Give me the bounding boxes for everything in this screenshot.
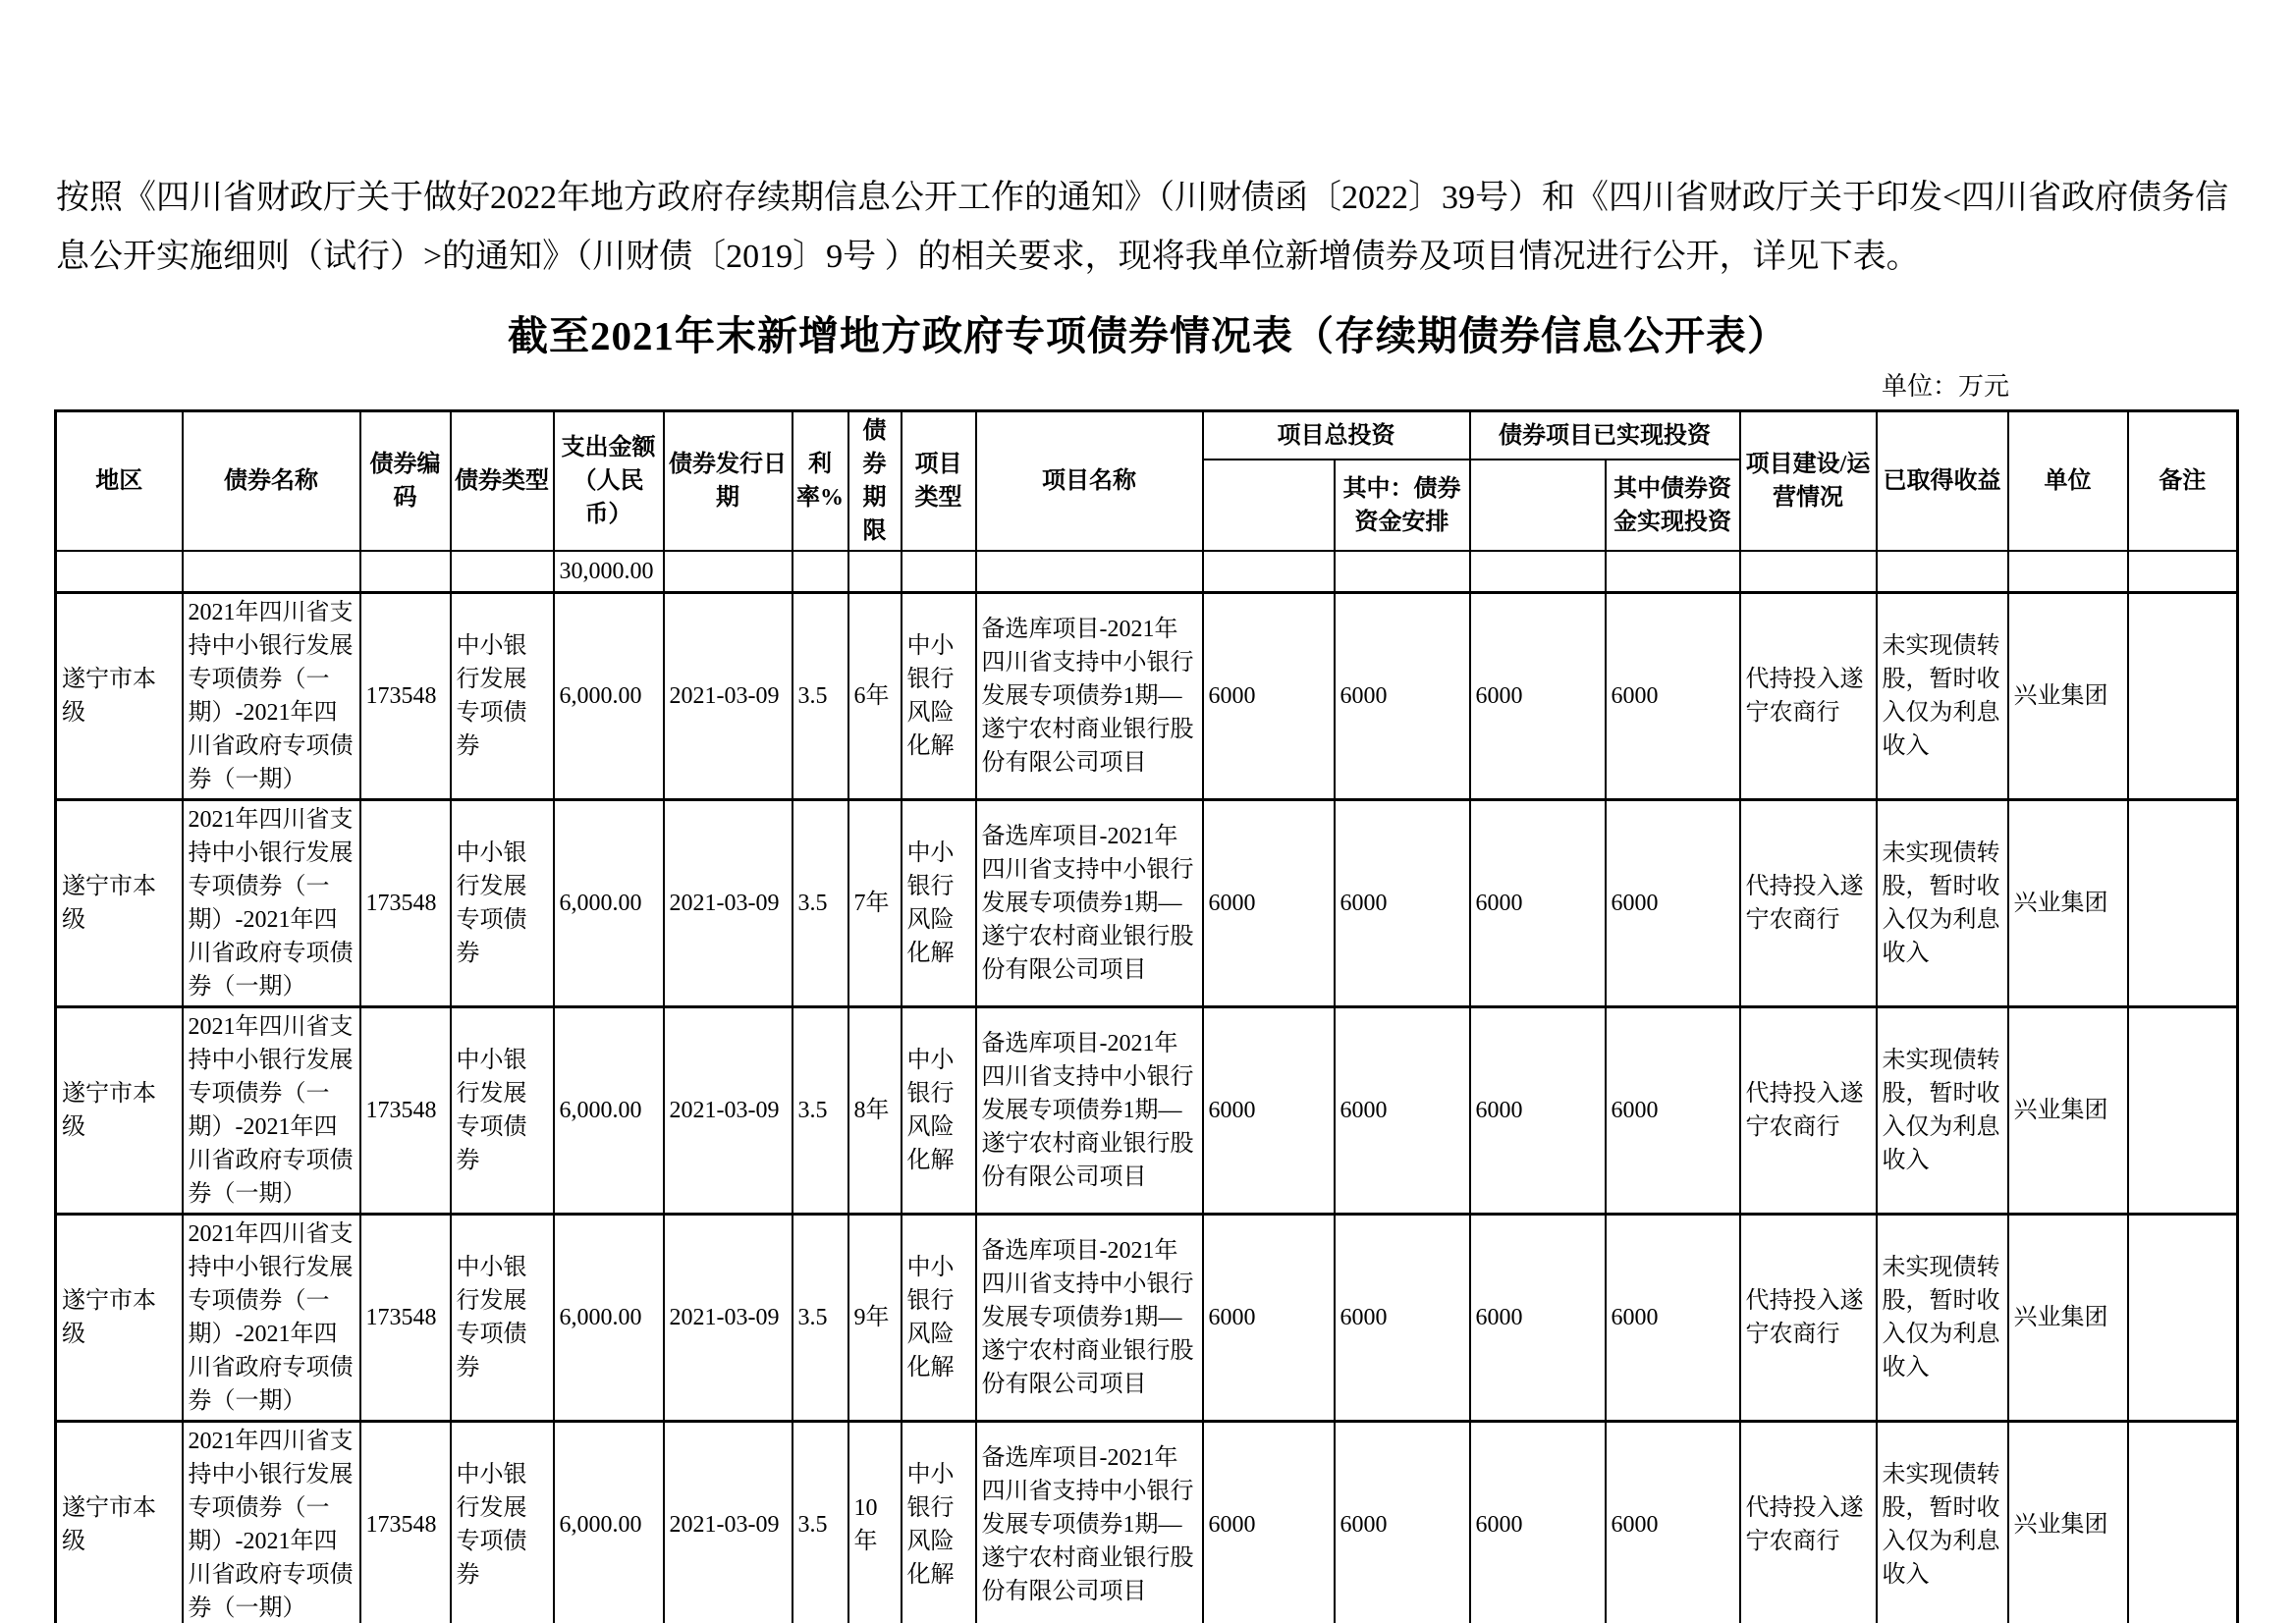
- cell-realized-investment-bond: 6000: [1606, 1421, 1740, 1623]
- cell-realized-investment-bond: 6000: [1606, 1214, 1740, 1421]
- cell-issue-date: 2021-03-09: [664, 1214, 793, 1421]
- unit-note: 单位：万元: [1881, 372, 2009, 401]
- page-title: 截至2021年末新增地方政府专项债券情况表（存续期债券信息公开表）: [508, 313, 1788, 358]
- cell-unit: 兴业集团: [2008, 1006, 2128, 1214]
- cell-bond-name: 2021年四川省支持中小银行发展专项债券（一期）-2021年四川省政府专项债券（一期）: [183, 1421, 360, 1623]
- header-income: 已取得收益: [1877, 411, 2008, 552]
- cell-remarks: [2128, 1421, 2238, 1623]
- cell-bond-name: [183, 551, 360, 592]
- cell-bond-name: 2021年四川省支持中小银行发展专项债券（一期）-2021年四川省政府专项债券（一期）: [183, 1214, 360, 1421]
- cell-construction-status: 代持投入遂宁农商行: [1740, 592, 1877, 799]
- cell-remarks: [2128, 551, 2238, 592]
- cell-realized-investment: [1470, 551, 1606, 592]
- cell-unit: 兴业集团: [2008, 592, 2128, 799]
- cell-region: 遂宁市本级: [56, 1006, 183, 1214]
- bond-row-2: [56, 799, 2238, 1006]
- cell-total-investment: [1203, 551, 1335, 592]
- cell-project-type: 中小银行风险化解: [902, 592, 976, 799]
- header-expenditure: 支出金额（人民币）: [554, 411, 664, 552]
- cell-bond-code: [360, 551, 451, 592]
- cell-total-investment-bond: 6000: [1335, 1214, 1470, 1421]
- cell-bond-name: 2021年四川省支持中小银行发展专项债券（一期）-2021年四川省政府专项债券（一期）: [183, 592, 360, 799]
- cell-income: 未实现债转股，暂时收入仅为利息收入: [1877, 799, 2008, 1006]
- bond-row-5: [56, 1421, 2238, 1623]
- cell-total-investment: 6000: [1203, 1214, 1335, 1421]
- cell-bond-type: 中小银行发展专项债券: [451, 1421, 554, 1623]
- cell-interest-rate: 3.5: [793, 1006, 848, 1214]
- cell-construction-status: 代持投入遂宁农商行: [1740, 1006, 1877, 1214]
- cell-remarks: [2128, 592, 2238, 799]
- cell-interest-rate: 3.5: [793, 1421, 848, 1623]
- bond-row-4: [56, 1214, 2238, 1421]
- cell-interest-rate: 3.5: [793, 592, 848, 799]
- cell-issue-date: 2021-03-09: [664, 1421, 793, 1623]
- cell-unit: 兴业集团: [2008, 1421, 2128, 1623]
- cell-interest-rate: [793, 551, 848, 592]
- cell-bond-code: 173548: [360, 592, 451, 799]
- cell-project-type: [902, 551, 976, 592]
- cell-remarks: [2128, 1214, 2238, 1421]
- cell-project-type: 中小银行风险化解: [902, 1214, 976, 1421]
- cell-realized-investment: 6000: [1470, 799, 1606, 1006]
- cell-expenditure: 6,000.00: [554, 1006, 664, 1214]
- cell-realized-investment: 6000: [1470, 1421, 1606, 1623]
- cell-interest-rate: 3.5: [793, 1214, 848, 1421]
- cell-bond-code: 173548: [360, 1214, 451, 1421]
- table-header-row-1: [56, 411, 2238, 460]
- header-bond-type: 债券类型: [451, 411, 554, 552]
- cell-bond-term: 9年: [848, 1214, 902, 1421]
- cell-bond-name: 2021年四川省支持中小银行发展专项债券（一期）-2021年四川省政府专项债券（一期）: [183, 799, 360, 1006]
- header-realized-investment-sub-blank: [1470, 460, 1606, 551]
- header-bond-name: 债券名称: [183, 411, 360, 552]
- header-realized-investment: 债券项目已实现投资: [1470, 411, 1740, 460]
- cell-project-name: 备选库项目-2021年四川省支持中小银行发展专项债券1期—遂宁农村商业银行股份有限公司项目: [976, 1006, 1203, 1214]
- cell-bond-code: 173548: [360, 799, 451, 1006]
- cell-realized-investment-bond: 6000: [1606, 799, 1740, 1006]
- cell-project-name: 备选库项目-2021年四川省支持中小银行发展专项债券1期—遂宁农村商业银行股份有限公司项目: [976, 1214, 1203, 1421]
- cell-expenditure: 6,000.00: [554, 592, 664, 799]
- cell-realized-investment: 6000: [1470, 592, 1606, 799]
- header-issue-date: 债券发行日期: [664, 411, 793, 552]
- cell-region: 遂宁市本级: [56, 799, 183, 1006]
- cell-project-name: 备选库项目-2021年四川省支持中小银行发展专项债券1期—遂宁农村商业银行股份有限公司项目: [976, 592, 1203, 799]
- header-bond-code: 债券编码: [360, 411, 451, 552]
- cell-project-name: 备选库项目-2021年四川省支持中小银行发展专项债券1期—遂宁农村商业银行股份有限公司项目: [976, 799, 1203, 1006]
- cell-bond-code: 173548: [360, 1006, 451, 1214]
- cell-bond-term: 6年: [848, 592, 902, 799]
- header-interest-rate: 利率%: [793, 411, 848, 552]
- cell-unit: [2008, 551, 2128, 592]
- cell-construction-status: 代持投入遂宁农商行: [1740, 1421, 1877, 1623]
- cell-construction-status: [1740, 551, 1877, 592]
- cell-construction-status: 代持投入遂宁农商行: [1740, 1214, 1877, 1421]
- cell-bond-term: 10年: [848, 1421, 902, 1623]
- cell-bond-term: 7年: [848, 799, 902, 1006]
- cell-issue-date: [664, 551, 793, 592]
- cell-total-investment-bond: [1335, 551, 1470, 592]
- cell-total-investment-bond: 6000: [1335, 1421, 1470, 1623]
- header-total-investment-bond: 其中：债券资金安排: [1335, 460, 1470, 551]
- cell-expenditure: 6,000.00: [554, 1214, 664, 1421]
- cell-income: [1877, 551, 2008, 592]
- cell-total-investment: 6000: [1203, 799, 1335, 1006]
- cell-remarks: [2128, 799, 2238, 1006]
- cell-realized-investment: 6000: [1470, 1214, 1606, 1421]
- cell-bond-name: 2021年四川省支持中小银行发展专项债券（一期）-2021年四川省政府专项债券（一期）: [183, 1006, 360, 1214]
- cell-bond-term: [848, 551, 902, 592]
- summary-row: [56, 551, 2238, 592]
- cell-realized-investment: 6000: [1470, 1006, 1606, 1214]
- cell-total-investment-bond: 6000: [1335, 1006, 1470, 1214]
- cell-unit: 兴业集团: [2008, 1214, 2128, 1421]
- cell-bond-type: [451, 551, 554, 592]
- intro-paragraph: 按照《四川省财政厅关于做好2022年地方政府存续期信息公开工作的通知》（川财债函〔2022〕39号）和《四川省财政厅关于印发<四川省政府债务信息公开实施细则（试行）>的通知》（川财债〔2019〕9号 ）的相关要求，现将我单位新增债券及项目情况进行公开，详见下表。: [56, 180, 2229, 275]
- cell-total-investment: 6000: [1203, 1006, 1335, 1214]
- cell-project-type: 中小银行风险化解: [902, 799, 976, 1006]
- cell-income: 未实现债转股，暂时收入仅为利息收入: [1877, 1421, 2008, 1623]
- header-bond-term: 债券期限: [848, 411, 902, 552]
- cell-bond-type: 中小银行发展专项债券: [451, 799, 554, 1006]
- cell-total-investment-bond: 6000: [1335, 592, 1470, 799]
- cell-remarks: [2128, 1006, 2238, 1214]
- cell-region: [56, 551, 183, 592]
- bonds-table: [54, 409, 2239, 1623]
- header-project-name: 项目名称: [976, 411, 1203, 552]
- cell-bond-term: 8年: [848, 1006, 902, 1214]
- cell-expenditure-total: 30,000.00: [554, 551, 664, 592]
- cell-bond-type: 中小银行发展专项债券: [451, 592, 554, 799]
- cell-project-name: [976, 551, 1203, 592]
- cell-project-type: 中小银行风险化解: [902, 1006, 976, 1214]
- cell-interest-rate: 3.5: [793, 799, 848, 1006]
- cell-construction-status: 代持投入遂宁农商行: [1740, 799, 1877, 1006]
- cell-project-type: 中小银行风险化解: [902, 1421, 976, 1623]
- cell-region: 遂宁市本级: [56, 1421, 183, 1623]
- cell-total-investment-bond: 6000: [1335, 799, 1470, 1006]
- cell-realized-investment-bond: [1606, 551, 1740, 592]
- cell-income: 未实现债转股，暂时收入仅为利息收入: [1877, 1006, 2008, 1214]
- header-realized-investment-bond: 其中债券资金实现投资: [1606, 460, 1740, 551]
- header-construction-status: 项目建设/运营情况: [1740, 411, 1877, 552]
- cell-bond-type: 中小银行发展专项债券: [451, 1214, 554, 1421]
- cell-income: 未实现债转股，暂时收入仅为利息收入: [1877, 1214, 2008, 1421]
- bond-row-1: [56, 592, 2238, 799]
- cell-realized-investment-bond: 6000: [1606, 1006, 1740, 1214]
- cell-issue-date: 2021-03-09: [664, 592, 793, 799]
- header-region: 地区: [56, 411, 183, 552]
- header-total-investment: 项目总投资: [1203, 411, 1470, 460]
- cell-region: 遂宁市本级: [56, 592, 183, 799]
- header-remarks: 备注: [2128, 411, 2238, 552]
- cell-total-investment: 6000: [1203, 592, 1335, 799]
- cell-bond-code: 173548: [360, 1421, 451, 1623]
- cell-total-investment: 6000: [1203, 1421, 1335, 1623]
- cell-bond-type: 中小银行发展专项债券: [451, 1006, 554, 1214]
- cell-expenditure: 6,000.00: [554, 799, 664, 1006]
- cell-expenditure: 6,000.00: [554, 1421, 664, 1623]
- cell-income: 未实现债转股，暂时收入仅为利息收入: [1877, 592, 2008, 799]
- cell-project-name: 备选库项目-2021年四川省支持中小银行发展专项债券1期—遂宁农村商业银行股份有限公司项目: [976, 1421, 1203, 1623]
- header-unit: 单位: [2008, 411, 2128, 552]
- cell-issue-date: 2021-03-09: [664, 1006, 793, 1214]
- cell-unit: 兴业集团: [2008, 799, 2128, 1006]
- cell-region: 遂宁市本级: [56, 1214, 183, 1421]
- header-project-type: 项目类型: [902, 411, 976, 552]
- cell-issue-date: 2021-03-09: [664, 799, 793, 1006]
- bond-row-3: [56, 1006, 2238, 1214]
- cell-realized-investment-bond: 6000: [1606, 592, 1740, 799]
- header-total-investment-sub-blank: [1203, 460, 1335, 551]
